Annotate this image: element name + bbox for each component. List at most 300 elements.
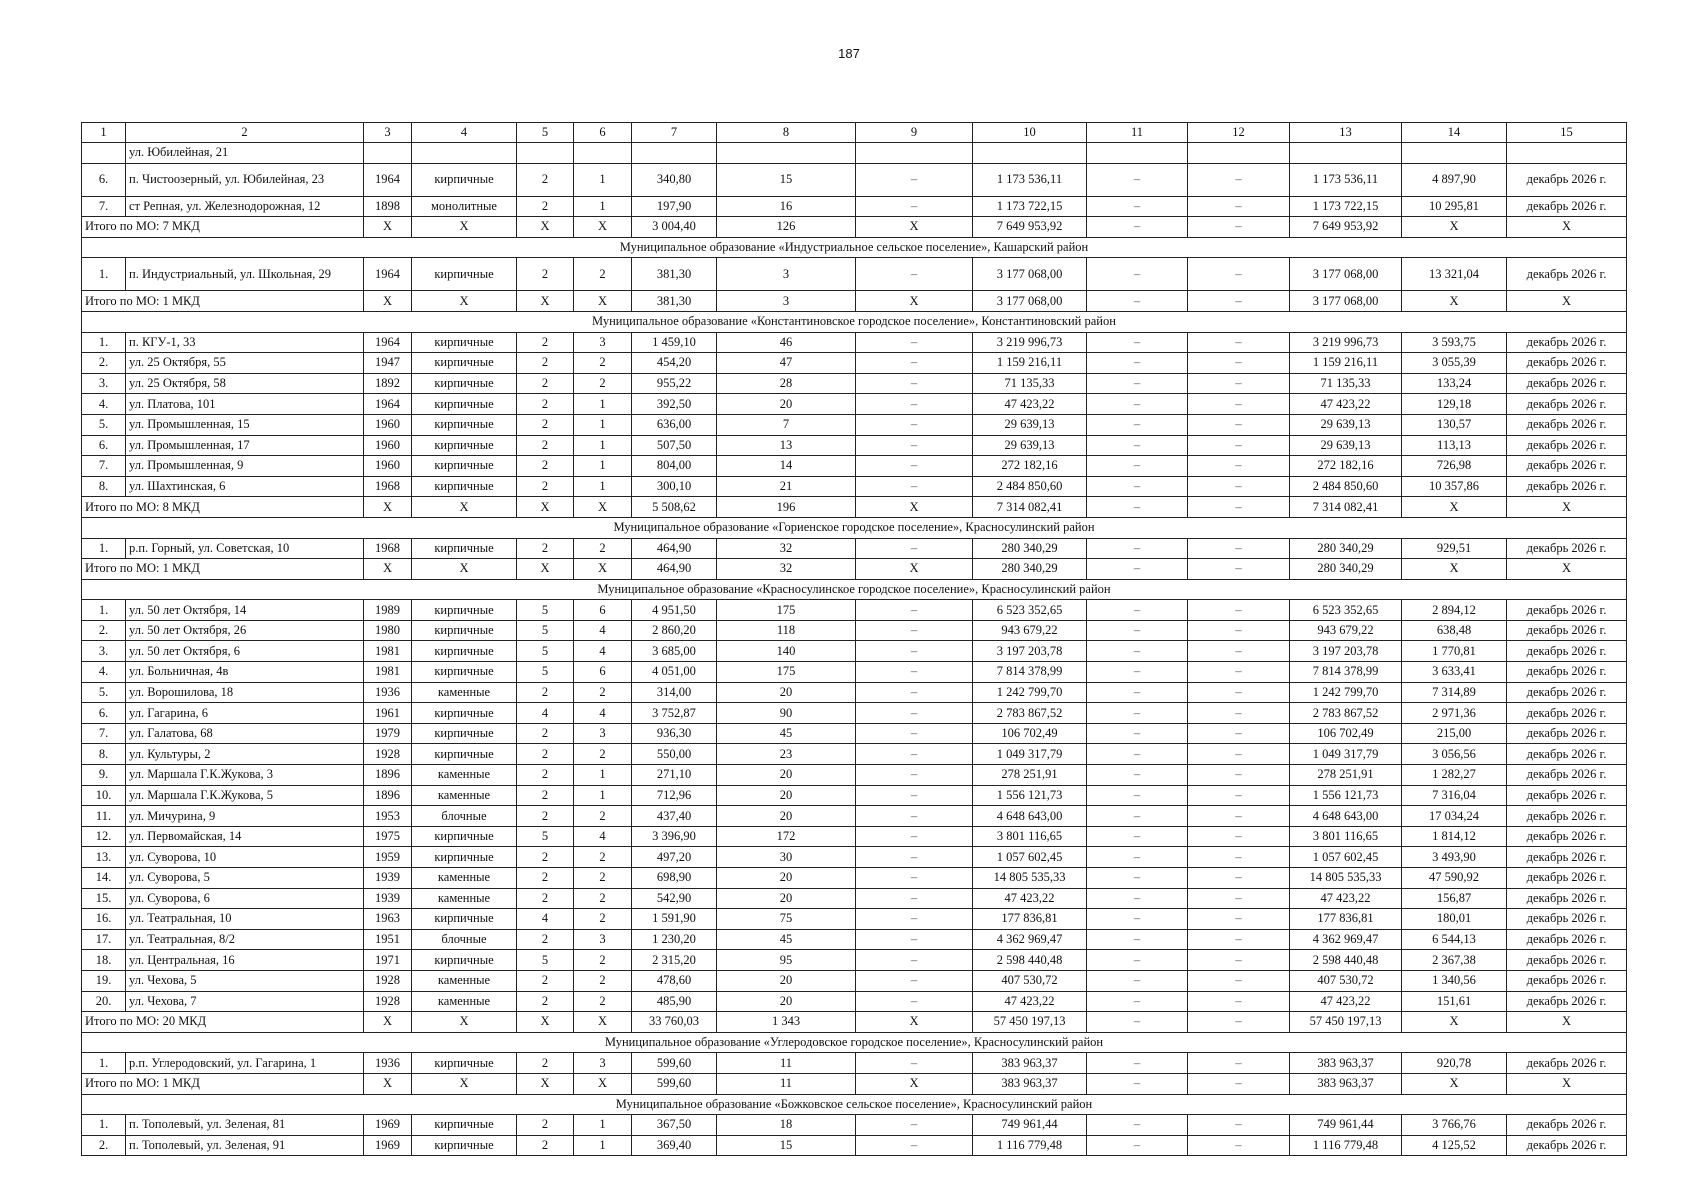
data-cell: блочные bbox=[412, 929, 517, 950]
total-cell: X bbox=[412, 1073, 517, 1094]
data-cell: – bbox=[856, 620, 973, 641]
data-cell: 550,00 bbox=[632, 744, 717, 765]
data-cell: – bbox=[1188, 970, 1290, 991]
address-cell: ул. Чехова, 5 bbox=[126, 970, 364, 991]
data-cell: 9. bbox=[82, 765, 126, 786]
data-cell: 1 340,56 bbox=[1402, 970, 1507, 991]
data-cell: – bbox=[856, 1115, 973, 1136]
data-cell: декабрь 2026 г. bbox=[1507, 991, 1627, 1012]
data-cell: 1975 bbox=[364, 826, 412, 847]
data-cell: 197,90 bbox=[632, 196, 717, 217]
data-cell: 6. bbox=[82, 163, 126, 196]
data-cell: 2 bbox=[574, 970, 632, 991]
total-cell: X bbox=[517, 291, 574, 312]
data-cell bbox=[1087, 143, 1188, 164]
table-body bbox=[82, 123, 1627, 1156]
data-cell: декабрь 2026 г. bbox=[1507, 1135, 1627, 1156]
data-cell: 20 bbox=[717, 394, 856, 415]
data-cell: – bbox=[1087, 258, 1188, 291]
data-cell: – bbox=[856, 868, 973, 889]
address-cell: п. Тополевый, ул. Зеленая, 91 bbox=[126, 1135, 364, 1156]
data-cell: 1892 bbox=[364, 373, 412, 394]
data-cell: декабрь 2026 г. bbox=[1507, 785, 1627, 806]
total-cell: X bbox=[1402, 1012, 1507, 1033]
total-cell: 7 314 082,41 bbox=[1290, 497, 1402, 518]
data-cell: 2 bbox=[517, 394, 574, 415]
data-cell: декабрь 2026 г. bbox=[1507, 394, 1627, 415]
data-cell: 4 951,50 bbox=[632, 600, 717, 621]
data-cell: 2 484 850,60 bbox=[973, 476, 1087, 497]
data-cell: каменные bbox=[412, 868, 517, 889]
municipality-total-row bbox=[82, 217, 1627, 238]
data-cell: 407 530,72 bbox=[973, 970, 1087, 991]
data-cell: – bbox=[1188, 332, 1290, 353]
total-cell: – bbox=[1087, 497, 1188, 518]
total-label: Итого по МО: 1 МКД bbox=[82, 291, 364, 312]
data-cell: 7 814 378,99 bbox=[1290, 662, 1402, 683]
data-cell: 90 bbox=[717, 703, 856, 724]
data-cell: 1 bbox=[574, 435, 632, 456]
data-cell: 1960 bbox=[364, 414, 412, 435]
data-cell: 1 173 536,11 bbox=[973, 163, 1087, 196]
data-cell: 4 bbox=[574, 826, 632, 847]
total-cell: 383 963,37 bbox=[973, 1073, 1087, 1094]
data-cell: 2 bbox=[574, 258, 632, 291]
data-cell: 3 593,75 bbox=[1402, 332, 1507, 353]
data-cell: – bbox=[1188, 826, 1290, 847]
data-cell: 726,98 bbox=[1402, 456, 1507, 477]
data-cell: 2 bbox=[517, 1115, 574, 1136]
data-cell: 4 362 969,47 bbox=[973, 929, 1087, 950]
data-cell: – bbox=[1087, 806, 1188, 827]
data-cell: 638,48 bbox=[1402, 620, 1507, 641]
total-cell: 33 760,03 bbox=[632, 1012, 717, 1033]
data-cell: 3 766,76 bbox=[1402, 1115, 1507, 1136]
data-cell: 1939 bbox=[364, 888, 412, 909]
total-cell: X bbox=[1402, 291, 1507, 312]
data-cell: 8. bbox=[82, 476, 126, 497]
data-cell: 156,87 bbox=[1402, 888, 1507, 909]
data-cell: 17 034,24 bbox=[1402, 806, 1507, 827]
data-cell: 1 049 317,79 bbox=[973, 744, 1087, 765]
data-cell: декабрь 2026 г. bbox=[1507, 435, 1627, 456]
data-cell: 2 bbox=[517, 414, 574, 435]
data-cell: 2 bbox=[574, 888, 632, 909]
data-cell: декабрь 2026 г. bbox=[1507, 888, 1627, 909]
data-cell: 10 357,86 bbox=[1402, 476, 1507, 497]
data-cell: 2 bbox=[517, 682, 574, 703]
data-cell: 1. bbox=[82, 332, 126, 353]
data-cell: 14 bbox=[717, 456, 856, 477]
building-row bbox=[82, 196, 1627, 217]
data-cell: кирпичные bbox=[412, 600, 517, 621]
data-cell: 272 182,16 bbox=[973, 456, 1087, 477]
data-cell: 314,00 bbox=[632, 682, 717, 703]
data-cell: 8. bbox=[82, 744, 126, 765]
total-cell: X bbox=[364, 1012, 412, 1033]
building-row bbox=[82, 620, 1627, 641]
total-cell: – bbox=[1087, 1073, 1188, 1094]
data-cell: 1 173 722,15 bbox=[1290, 196, 1402, 217]
data-cell bbox=[973, 143, 1087, 164]
data-cell: 383 963,37 bbox=[1290, 1053, 1402, 1074]
data-cell: 1953 bbox=[364, 806, 412, 827]
data-cell: кирпичные bbox=[412, 163, 517, 196]
total-cell: – bbox=[1087, 1012, 1188, 1033]
building-row bbox=[82, 909, 1627, 930]
data-cell: 636,00 bbox=[632, 414, 717, 435]
data-cell: каменные bbox=[412, 682, 517, 703]
data-cell: – bbox=[856, 332, 973, 353]
total-cell: 3 177 068,00 bbox=[973, 291, 1087, 312]
data-cell: 936,30 bbox=[632, 723, 717, 744]
municipality-section-row bbox=[82, 517, 1627, 538]
data-cell: – bbox=[856, 723, 973, 744]
column-number-cell: 1 bbox=[82, 123, 126, 143]
address-cell: ул. Театральная, 8/2 bbox=[126, 929, 364, 950]
data-cell: 1968 bbox=[364, 538, 412, 559]
data-cell: 32 bbox=[717, 538, 856, 559]
data-cell: – bbox=[1087, 353, 1188, 374]
data-cell: 1. bbox=[82, 258, 126, 291]
total-cell: X bbox=[1507, 1073, 1627, 1094]
municipality-title: Муниципальное образование «Гориенское городское поселение», Красносулинский район bbox=[82, 517, 1627, 538]
data-cell: 920,78 bbox=[1402, 1053, 1507, 1074]
total-cell: X bbox=[412, 497, 517, 518]
data-cell: кирпичные bbox=[412, 476, 517, 497]
building-row bbox=[82, 435, 1627, 456]
municipality-total-row bbox=[82, 497, 1627, 518]
total-cell: X bbox=[1402, 1073, 1507, 1094]
data-cell: декабрь 2026 г. bbox=[1507, 353, 1627, 374]
total-cell: X bbox=[574, 291, 632, 312]
data-cell bbox=[1188, 143, 1290, 164]
data-cell: – bbox=[1188, 950, 1290, 971]
data-cell: 955,22 bbox=[632, 373, 717, 394]
data-cell: декабрь 2026 г. bbox=[1507, 620, 1627, 641]
data-cell: – bbox=[1188, 258, 1290, 291]
data-cell: 2 bbox=[517, 1135, 574, 1156]
data-cell: каменные bbox=[412, 765, 517, 786]
data-cell: 3 801 116,65 bbox=[973, 826, 1087, 847]
data-cell: – bbox=[856, 847, 973, 868]
data-cell: 392,50 bbox=[632, 394, 717, 415]
data-cell: – bbox=[1087, 1115, 1188, 1136]
data-cell: – bbox=[1188, 662, 1290, 683]
address-cell: п. Тополевый, ул. Зеленая, 81 bbox=[126, 1115, 364, 1136]
data-cell: 2 bbox=[517, 929, 574, 950]
data-cell: декабрь 2026 г. bbox=[1507, 538, 1627, 559]
data-cell: 1 116 779,48 bbox=[973, 1135, 1087, 1156]
data-cell: – bbox=[1188, 435, 1290, 456]
data-cell: 45 bbox=[717, 723, 856, 744]
data-cell: кирпичные bbox=[412, 456, 517, 477]
data-cell: 1 bbox=[574, 1115, 632, 1136]
column-number-cell: 15 bbox=[1507, 123, 1627, 143]
total-cell: X bbox=[856, 559, 973, 580]
data-cell: – bbox=[856, 1135, 973, 1156]
data-cell: 4 bbox=[574, 703, 632, 724]
data-cell: декабрь 2026 г. bbox=[1507, 950, 1627, 971]
data-cell: 95 bbox=[717, 950, 856, 971]
data-cell: 1964 bbox=[364, 394, 412, 415]
data-cell: декабрь 2026 г. bbox=[1507, 600, 1627, 621]
data-cell: 1969 bbox=[364, 1135, 412, 1156]
data-cell: 278 251,91 bbox=[1290, 765, 1402, 786]
data-cell: 15 bbox=[717, 1135, 856, 1156]
data-cell: 12. bbox=[82, 826, 126, 847]
data-cell: 3 bbox=[574, 929, 632, 950]
data-cell: 1 bbox=[574, 163, 632, 196]
data-cell: – bbox=[1087, 476, 1188, 497]
data-cell: 2 484 850,60 bbox=[1290, 476, 1402, 497]
total-cell: 11 bbox=[717, 1073, 856, 1094]
data-cell: 2 bbox=[517, 196, 574, 217]
address-cell: ул. Платова, 101 bbox=[126, 394, 364, 415]
data-cell: 1 057 602,45 bbox=[973, 847, 1087, 868]
data-cell bbox=[632, 143, 717, 164]
data-cell: 106 702,49 bbox=[1290, 723, 1402, 744]
total-cell: 280 340,29 bbox=[1290, 559, 1402, 580]
data-cell: 2 bbox=[574, 847, 632, 868]
building-row bbox=[82, 662, 1627, 683]
data-cell: 15 bbox=[717, 163, 856, 196]
data-cell: 2 bbox=[574, 744, 632, 765]
data-cell: 4 bbox=[574, 641, 632, 662]
data-cell: 47 590,92 bbox=[1402, 868, 1507, 889]
data-cell: декабрь 2026 г. bbox=[1507, 806, 1627, 827]
data-cell: кирпичные bbox=[412, 394, 517, 415]
address-cell: ул. Театральная, 10 bbox=[126, 909, 364, 930]
data-cell: 2 bbox=[574, 373, 632, 394]
data-cell: 599,60 bbox=[632, 1053, 717, 1074]
address-cell: ул. Маршала Г.К.Жукова, 3 bbox=[126, 765, 364, 786]
building-row bbox=[82, 373, 1627, 394]
total-label: Итого по МО: 20 МКД bbox=[82, 1012, 364, 1033]
data-cell: – bbox=[1188, 394, 1290, 415]
data-cell: – bbox=[1188, 476, 1290, 497]
building-row bbox=[82, 641, 1627, 662]
data-cell: 71 135,33 bbox=[1290, 373, 1402, 394]
data-cell: 215,00 bbox=[1402, 723, 1507, 744]
data-cell: кирпичные bbox=[412, 909, 517, 930]
address-cell: ул. Первомайская, 14 bbox=[126, 826, 364, 847]
total-cell: 5 508,62 bbox=[632, 497, 717, 518]
data-cell: 20 bbox=[717, 765, 856, 786]
data-cell: 1 556 121,73 bbox=[1290, 785, 1402, 806]
data-cell: декабрь 2026 г. bbox=[1507, 868, 1627, 889]
total-cell: 3 bbox=[717, 291, 856, 312]
data-cell bbox=[412, 143, 517, 164]
data-cell: 1. bbox=[82, 1053, 126, 1074]
data-cell: – bbox=[856, 703, 973, 724]
data-cell: кирпичные bbox=[412, 950, 517, 971]
data-cell: – bbox=[1188, 641, 1290, 662]
data-cell: 804,00 bbox=[632, 456, 717, 477]
total-cell: – bbox=[1087, 291, 1188, 312]
data-cell: 75 bbox=[717, 909, 856, 930]
data-cell: 20 bbox=[717, 970, 856, 991]
building-row bbox=[82, 332, 1627, 353]
data-cell: – bbox=[856, 950, 973, 971]
data-cell: 2 bbox=[517, 970, 574, 991]
data-cell: – bbox=[856, 538, 973, 559]
data-cell: – bbox=[856, 826, 973, 847]
total-cell: – bbox=[1188, 1073, 1290, 1094]
data-cell: 19. bbox=[82, 970, 126, 991]
total-cell: X bbox=[1507, 291, 1627, 312]
data-cell: 3 bbox=[574, 1053, 632, 1074]
data-cell: кирпичные bbox=[412, 538, 517, 559]
data-cell: 7 bbox=[717, 414, 856, 435]
total-cell: X bbox=[364, 217, 412, 238]
data-cell: 7 316,04 bbox=[1402, 785, 1507, 806]
data-cell: 698,90 bbox=[632, 868, 717, 889]
data-cell: 1 116 779,48 bbox=[1290, 1135, 1402, 1156]
page-number: 187 bbox=[838, 46, 860, 61]
municipality-total-row bbox=[82, 1073, 1627, 1094]
data-cell: – bbox=[856, 1053, 973, 1074]
data-cell: 2 bbox=[574, 868, 632, 889]
data-cell: 45 bbox=[717, 929, 856, 950]
data-cell: – bbox=[1188, 373, 1290, 394]
data-cell: 1 bbox=[574, 765, 632, 786]
data-cell: 5. bbox=[82, 414, 126, 435]
data-cell: – bbox=[1087, 1053, 1188, 1074]
data-cell: 3 177 068,00 bbox=[1290, 258, 1402, 291]
data-cell: 1 173 722,15 bbox=[973, 196, 1087, 217]
data-cell: 1979 bbox=[364, 723, 412, 744]
data-cell: – bbox=[1087, 373, 1188, 394]
data-cell: 1 bbox=[574, 414, 632, 435]
data-cell: – bbox=[1188, 538, 1290, 559]
data-cell: 485,90 bbox=[632, 991, 717, 1012]
data-cell: 3 177 068,00 bbox=[973, 258, 1087, 291]
total-cell: 7 314 082,41 bbox=[973, 497, 1087, 518]
data-cell: 14 805 535,33 bbox=[1290, 868, 1402, 889]
total-cell: – bbox=[1087, 217, 1188, 238]
data-cell: – bbox=[1087, 744, 1188, 765]
building-row bbox=[82, 258, 1627, 291]
data-cell: декабрь 2026 г. bbox=[1507, 414, 1627, 435]
data-cell: 1 173 536,11 bbox=[1290, 163, 1402, 196]
data-cell: 6. bbox=[82, 703, 126, 724]
data-cell: – bbox=[1087, 682, 1188, 703]
data-cell: 10. bbox=[82, 785, 126, 806]
data-cell: 1951 bbox=[364, 929, 412, 950]
data-cell: 47 423,22 bbox=[973, 991, 1087, 1012]
municipality-total-row bbox=[82, 1012, 1627, 1033]
data-cell: – bbox=[1087, 456, 1188, 477]
data-cell: декабрь 2026 г. bbox=[1507, 662, 1627, 683]
total-label: Итого по МО: 1 МКД bbox=[82, 559, 364, 580]
data-cell: 17. bbox=[82, 929, 126, 950]
data-cell: – bbox=[1188, 723, 1290, 744]
data-cell: 16. bbox=[82, 909, 126, 930]
data-cell: – bbox=[1087, 435, 1188, 456]
building-row bbox=[82, 826, 1627, 847]
data-cell bbox=[517, 143, 574, 164]
data-cell: 1 057 602,45 bbox=[1290, 847, 1402, 868]
data-cell: 943 679,22 bbox=[973, 620, 1087, 641]
total-cell: X bbox=[1402, 497, 1507, 518]
data-cell: 1 049 317,79 bbox=[1290, 744, 1402, 765]
address-cell: ул. Промышленная, 9 bbox=[126, 456, 364, 477]
data-cell: 13 321,04 bbox=[1402, 258, 1507, 291]
column-number-cell: 4 bbox=[412, 123, 517, 143]
total-cell: 32 bbox=[717, 559, 856, 580]
data-cell: 2 598 440,48 bbox=[973, 950, 1087, 971]
data-cell: 2 860,20 bbox=[632, 620, 717, 641]
data-cell: – bbox=[1188, 163, 1290, 196]
data-cell: – bbox=[856, 373, 973, 394]
data-cell: 2 bbox=[574, 909, 632, 930]
data-cell: 2. bbox=[82, 353, 126, 374]
data-cell: – bbox=[856, 600, 973, 621]
data-cell: кирпичные bbox=[412, 847, 517, 868]
data-cell: 3 801 116,65 bbox=[1290, 826, 1402, 847]
total-label: Итого по МО: 8 МКД bbox=[82, 497, 364, 518]
data-cell: – bbox=[1188, 888, 1290, 909]
data-cell: каменные bbox=[412, 888, 517, 909]
data-cell: 272 182,16 bbox=[1290, 456, 1402, 477]
data-cell: кирпичные bbox=[412, 1053, 517, 1074]
total-cell: X bbox=[1507, 497, 1627, 518]
total-cell: X bbox=[574, 559, 632, 580]
data-cell: 3. bbox=[82, 641, 126, 662]
data-cell: 20. bbox=[82, 991, 126, 1012]
data-cell: 2. bbox=[82, 1135, 126, 1156]
data-cell: 1 459,10 bbox=[632, 332, 717, 353]
data-cell: 407 530,72 bbox=[1290, 970, 1402, 991]
data-cell: 13. bbox=[82, 847, 126, 868]
data-cell: 381,30 bbox=[632, 258, 717, 291]
data-cell: – bbox=[1087, 909, 1188, 930]
data-cell: декабрь 2026 г. bbox=[1507, 682, 1627, 703]
data-cell: 47 423,22 bbox=[973, 394, 1087, 415]
data-cell: кирпичные bbox=[412, 435, 517, 456]
data-cell: 5 bbox=[517, 950, 574, 971]
building-row bbox=[82, 538, 1627, 559]
data-cell: 18 bbox=[717, 1115, 856, 1136]
data-cell: 3 056,56 bbox=[1402, 744, 1507, 765]
data-cell: – bbox=[1188, 991, 1290, 1012]
data-cell: – bbox=[1188, 765, 1290, 786]
data-cell: – bbox=[1188, 600, 1290, 621]
address-cell: ул. Суворова, 5 bbox=[126, 868, 364, 889]
data-cell: кирпичные bbox=[412, 1135, 517, 1156]
data-cell: 3 197 203,78 bbox=[973, 641, 1087, 662]
address-cell: ул. 50 лет Октября, 26 bbox=[126, 620, 364, 641]
data-cell: – bbox=[1188, 868, 1290, 889]
data-cell: 3. bbox=[82, 373, 126, 394]
data-cell: кирпичные bbox=[412, 353, 517, 374]
total-cell: X bbox=[856, 217, 973, 238]
data-cell: 71 135,33 bbox=[973, 373, 1087, 394]
data-cell: 6 544,13 bbox=[1402, 929, 1507, 950]
data-cell: – bbox=[856, 991, 973, 1012]
data-cell: 340,80 bbox=[632, 163, 717, 196]
data-cell: – bbox=[1188, 1053, 1290, 1074]
municipality-section-row bbox=[82, 579, 1627, 600]
data-cell: 20 bbox=[717, 785, 856, 806]
data-cell: 1981 bbox=[364, 641, 412, 662]
data-cell: декабрь 2026 г. bbox=[1507, 744, 1627, 765]
data-cell bbox=[717, 143, 856, 164]
data-cell: 1 230,20 bbox=[632, 929, 717, 950]
data-cell: декабрь 2026 г. bbox=[1507, 258, 1627, 291]
data-cell: 2 bbox=[517, 258, 574, 291]
